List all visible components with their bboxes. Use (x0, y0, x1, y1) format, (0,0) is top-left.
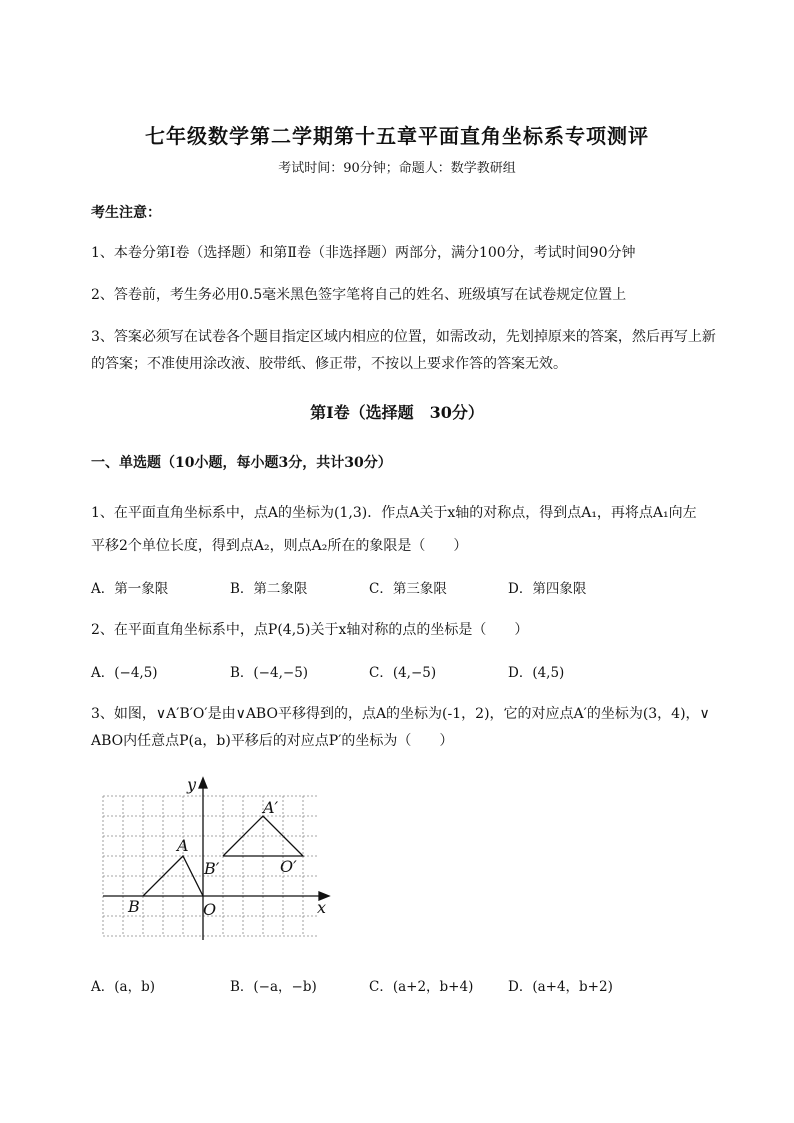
q1-line1: 1、在平面直角坐标系中，点A的坐标为(1,3)．作点A关于x轴的对称点，得到点A₁，再将点A₁向左 (91, 505, 697, 521)
section-heading: 一、单选题（10小题，每小题3分，共计30分） (91, 455, 392, 471)
q3-option-d: D．(a+4，b+2) (508, 979, 613, 995)
q3-option-a: A．(a，b) (91, 979, 155, 995)
y-axis-arrow (199, 778, 207, 788)
point-B-label: B (128, 897, 140, 916)
q1-line2: 平移2个单位长度，得到点A₂，则点A₂所在的象限是（ ） (91, 538, 468, 554)
notice-item-3-line2: 的答案；不准使用涂改液、胶带纸、修正带，不按以上要求作答的答案无效。 (91, 356, 567, 372)
q1-option-c: C．第三象限 (369, 581, 447, 597)
point-A-label: A (177, 836, 189, 855)
q2-line1: 2、在平面直角坐标系中，点P(4,5)关于x轴对称的点的坐标是（ ） (91, 622, 529, 638)
q2-option-d: D．(4,5) (508, 665, 565, 681)
notice-heading: 考生注意： (91, 205, 161, 221)
notice-item-2: 2、答卷前，考生务必用0.5毫米黑色签字笔将自己的姓名、班级填写在试卷规定位置上 (91, 287, 627, 303)
q2-option-a: A．(−4,5) (91, 665, 158, 681)
q3-option-b: B．(−a，−b) (230, 979, 317, 995)
coordinate-grid-figure (95, 770, 345, 950)
point-B-prime-label: B′ (204, 859, 220, 878)
q1-option-a: A．第一象限 (91, 581, 169, 597)
q3-line1: 3、如图，∨A′B′O′是由∨ABO平移得到的，点A的坐标为(-1，2)，它的对应点A′的坐标为(3，4)，∨ (91, 706, 710, 722)
q3-option-c: C．(a+2，b+4) (369, 979, 474, 995)
exam-info: 考试时间：90分钟；命题人：数学教研组 (278, 161, 516, 176)
q2-option-b: B．(−4,−5) (230, 665, 309, 681)
q2-option-c: C．(4,−5) (369, 665, 437, 681)
part1-heading: 第Ⅰ卷（选择题 30分） (310, 403, 484, 422)
notice-item-1: 1、本卷分第Ⅰ卷（选择题）和第Ⅱ卷（非选择题）两部分，满分100分，考试时间90分钟 (91, 245, 636, 261)
q1-option-d: D．第四象限 (508, 581, 587, 597)
y-axis-label: y (187, 775, 197, 794)
notice-item-3-line1: 3、答案必须写在试卷各个题目指定区域内相应的位置，如需改动，先划掉原来的答案，然后再写上新 (91, 329, 716, 345)
x-axis-label: x (317, 898, 327, 917)
origin-label: O (203, 900, 217, 919)
point-O-prime-label: O′ (280, 857, 297, 876)
q1-option-b: B．第二象限 (230, 581, 308, 597)
page-title: 七年级数学第二学期第十五章平面直角坐标系专项测评 (145, 124, 649, 148)
point-A-prime-label: A′ (263, 798, 279, 817)
q3-line2: ABO内任意点P(a，b)平移后的对应点P′的坐标为（ ） (91, 733, 454, 749)
